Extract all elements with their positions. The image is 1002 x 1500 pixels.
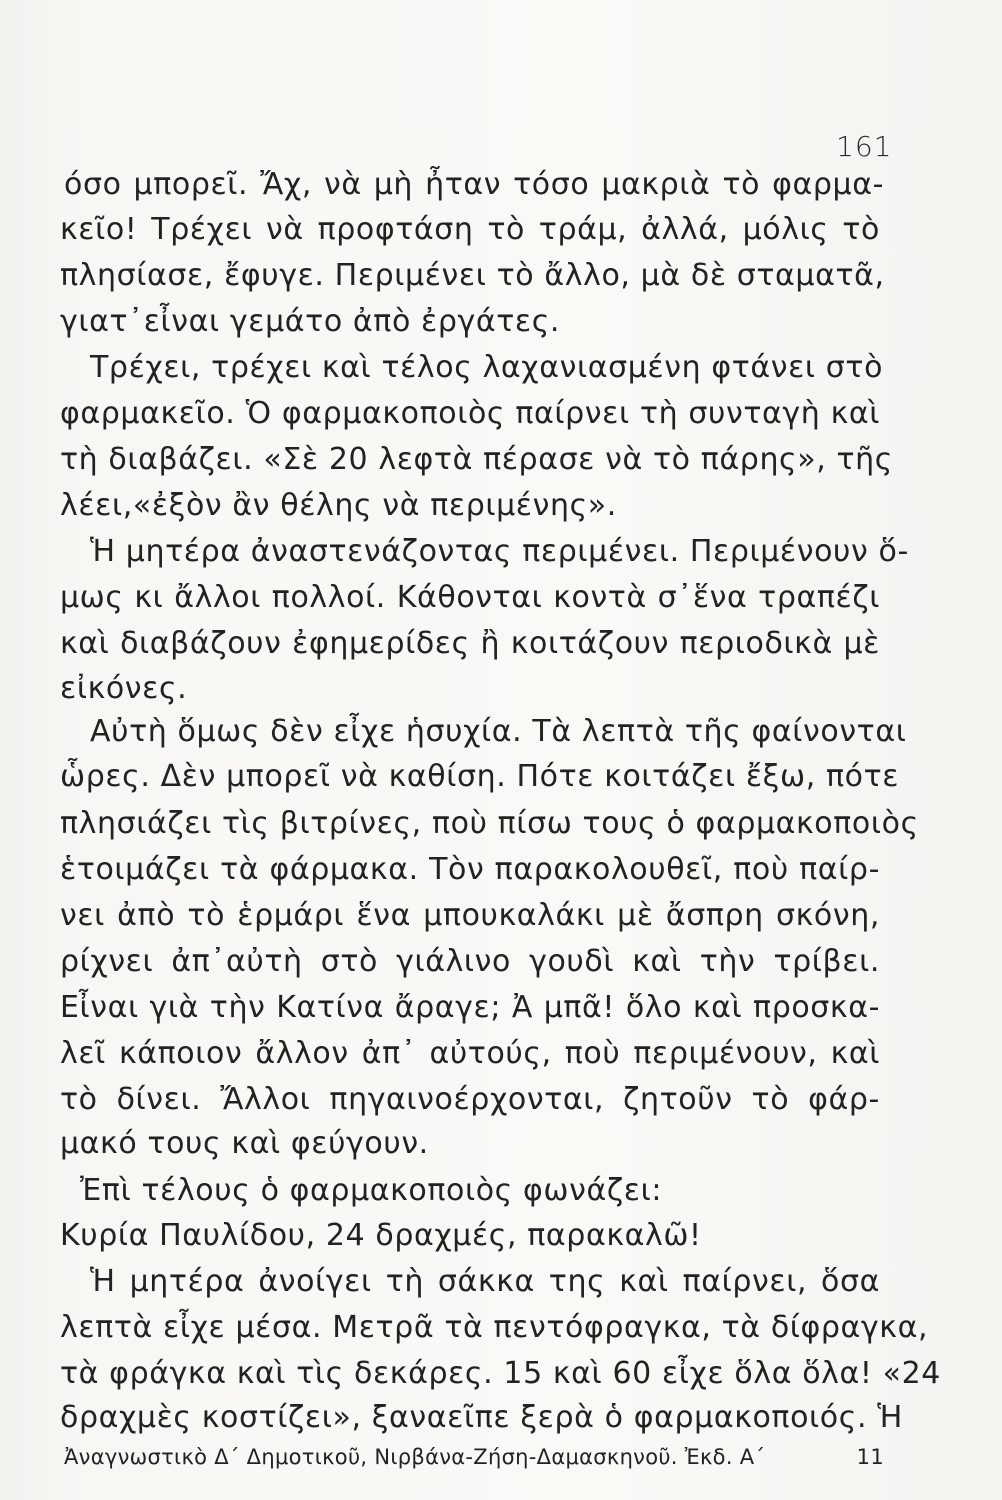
text-line: Εἶναι γιὰ τὴν Κατίνα ἄραγε; Ἀ μπᾶ! ὅλο καὶ προσκα- <box>60 990 880 1025</box>
text-line: μως κι ἄλλοι πολλοί. Κάθονται κοντὰ σ᾽ἕνα τραπέζι <box>60 580 880 615</box>
text-line: καὶ διαβάζουν ἐφημερίδες ἢ κοιτάζουν περιοδικὰ μὲ <box>60 626 880 661</box>
text-line: μακό τους καὶ φεύγουν. <box>60 1126 429 1161</box>
text-line: ὧρες. Δὲν μπορεῖ νὰ καθίση. Πότε κοιτάζει ἔξω, πότε <box>60 759 900 794</box>
text-line: λέει,«ἐξὸν ἂν θέλης νὰ περιμένης». <box>60 488 617 523</box>
text-line: Ἡ μητέρα ἀνοίγει τὴ σάκκα της καὶ παίρνει, ὅσα <box>90 1264 880 1299</box>
text-line: πλησίασε, ἔφυγε. Περιμένει τὸ ἄλλο, μὰ δὲ σταματᾶ, <box>60 258 885 293</box>
text-line: λεπτὰ εἶχε μέσα. Μετρᾶ τὰ πεντόφραγκα, τὰ δίφραγκα, <box>60 1310 929 1345</box>
text-line: ρίχνει ἀπ᾽αὐτὴ στὸ γιάλινο γουδὶ καὶ τὴν τρίβει. <box>60 944 880 979</box>
signature-mark: 11 <box>856 1445 884 1469</box>
text-line: τὴ διαβάζει. «Σὲ 20 λεφτὰ πέρασε νὰ τὸ πάρης», τῆς <box>60 442 893 477</box>
text-line: φαρμακεῖο. Ὁ φαρμακοποιὸς παίρνει τὴ συνταγὴ καὶ <box>60 396 880 431</box>
text-line: γιατ᾽εἶναι γεμάτο ἀπὸ ἐργάτες. <box>60 304 561 339</box>
text-line: ἑτοιμάζει τὰ φάρμακα. Τὸν παρακολουθεῖ, ποὺ παίρ- <box>60 852 880 887</box>
text-line: Αὐτὴ ὅμως δὲν εἶχε ἡσυχία. Τὰ λεπτὰ τῆς φαίνονται <box>90 714 907 749</box>
text-line: κεῖο! Τρέχει νὰ προφτάση τὸ τράμ, ἀλλά, μόλις τὸ <box>60 212 880 247</box>
text-line: εἰκόνες. <box>60 671 188 706</box>
text-line: Τρέχει, τρέχει καὶ τέλος λαχανιασμένη φτάνει στὸ <box>90 350 884 385</box>
text-line: τὸ δίνει. Ἄλλοι πηγαινοέρχονται, ζητοῦν τὸ φάρ- <box>60 1082 880 1117</box>
text-line: όσο μπορεῖ. Ἄχ, νὰ μὴ ἦταν τόσο μακριὰ τὸ φαρμα- <box>64 167 884 202</box>
text-line: πλησιάζει τὶς βιτρίνες, ποὺ πίσω τους ὁ φαρμακοποιὸς <box>60 806 919 841</box>
text-line: Ἡ μητέρα ἀναστενάζοντας περιμένει. Περιμένουν ὅ- <box>90 534 909 569</box>
footer <box>64 1444 884 1470</box>
text-line: Κυρία Παυλίδου, 24 δραχμές, παρακαλῶ! <box>60 1218 702 1253</box>
text-line: λεῖ κάποιον ἄλλον ἀπ᾽ αὐτούς, ποὺ περιμένουν, καὶ <box>60 1036 880 1071</box>
text-line: Ἐπὶ τέλους ὁ φαρμακοποιὸς φωνάζει: <box>80 1173 663 1208</box>
page-number: 161 <box>836 130 893 163</box>
text-line: νει ἀπὸ τὸ ἑρμάρι ἕνα μπουκαλάκι μὲ ἄσπρη σκόνη, <box>60 898 880 933</box>
text-line: δραχμὲς κοστίζει», ξαναεῖπε ξερὰ ὁ φαρμακοποιός. Ἡ <box>60 1400 903 1435</box>
text-line: τὰ φράγκα καὶ τὶς δεκάρες. 15 καὶ 60 εἶχε ὅλα ὅλα! «24 <box>60 1356 941 1391</box>
footer-citation: Ἀναγνωστικὸ Δ΄ Δημοτικοῦ, Νιρβάνα-Ζήση-Δαμασκηνοῦ. Ἐκδ. Α΄ <box>64 1445 766 1469</box>
